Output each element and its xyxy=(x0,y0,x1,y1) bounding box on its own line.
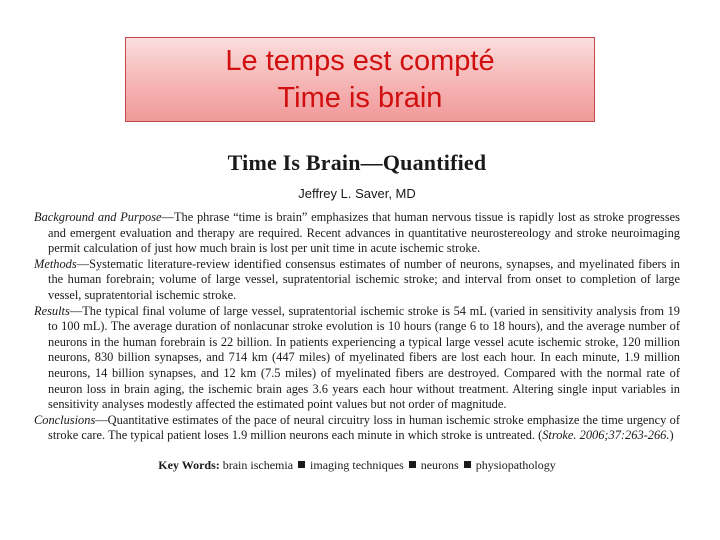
keyword: brain ischemia xyxy=(222,457,294,472)
conclusions-label: Conclusions xyxy=(34,412,96,427)
square-bullet-icon xyxy=(464,461,471,468)
background-text: —The phrase “time is brain” emphasizes that human nervous tissue is rapidly lost as stroke progresses and emergent evaluation and therapy are required. Recent advances in quantitative neurostereology and stroke neuroimaging permit calculation of just how much brain is lost per unit time in acute ischemic stroke. xyxy=(48,210,680,256)
paper-author: Jeffrey L. Saver, MD xyxy=(298,186,416,201)
abstract-results xyxy=(34,304,680,413)
paper-title: Time Is Brain—Quantified xyxy=(227,150,487,175)
slide-title-english: Time is brain xyxy=(277,82,443,114)
abstract-conclusions xyxy=(34,413,680,444)
results-text: —The typical final volume of large vessel, supratentorial ischemic stroke is 54 mL (varied in sensitivity analysis from 19 to 100 mL). The average duration of nonlacunar stroke evolution is 10 hours (range 6 to 18 hours), and the average number of neurons in the human forebrain is 22 billion. In patients experiencing a typical large vessel acute ischemic stroke, 120 million neurons, 830 billion synapses, and 714 km (447 miles) of myelinated fibers are lost each hour. In each minute, 1.9 million neurons, 14 billion synapses, and 12 km (7.5 miles) of myelinated fibers are destroyed. Compared with the normal rate of neuron loss in brain aging, the ischemic brain ages 3.6 years each hour without treatment. Altering single input variables in sensitivity analyses modestly affected the estimated point values but not order of magnitude. xyxy=(48,303,680,412)
keyword: imaging techniques xyxy=(310,457,404,472)
paper-abstract-image xyxy=(34,150,680,473)
methods-label: Methods xyxy=(34,256,77,271)
slide-title-french: Le temps est compté xyxy=(225,45,495,77)
keyword: neurons xyxy=(420,457,459,472)
slide-title-box xyxy=(125,37,595,122)
results-label: Results xyxy=(34,303,70,318)
keywords xyxy=(34,458,680,473)
abstract xyxy=(34,210,680,444)
methods-text: —Systematic literature-review identified consensus estimates of number of neurons, synapses, and myelinated fibers in the human forebrain; volume of large vessel, supratentorial ischemic stroke; and interval from onset to completion of large vessel, supratentorial ischemic stroke. xyxy=(48,256,680,302)
keywords-label: Key Words: xyxy=(158,457,220,472)
abstract-methods xyxy=(34,257,680,304)
abstract-background xyxy=(34,210,680,257)
square-bullet-icon xyxy=(409,461,416,468)
citation-close: ) xyxy=(669,428,674,443)
background-label: Background and Purpose xyxy=(34,210,162,224)
keyword: physiopathology xyxy=(475,457,556,472)
square-bullet-icon xyxy=(298,461,305,468)
citation: Stroke. 2006;37:263-266. xyxy=(542,428,670,443)
conclusions-text: —Quantitative estimates of the pace of neural circuitry loss in human ischemic stroke emphasize the time urgency of stroke care. The typical patient loses 1.9 million neurons each minute in which stroke is untreated. ( xyxy=(48,412,680,443)
